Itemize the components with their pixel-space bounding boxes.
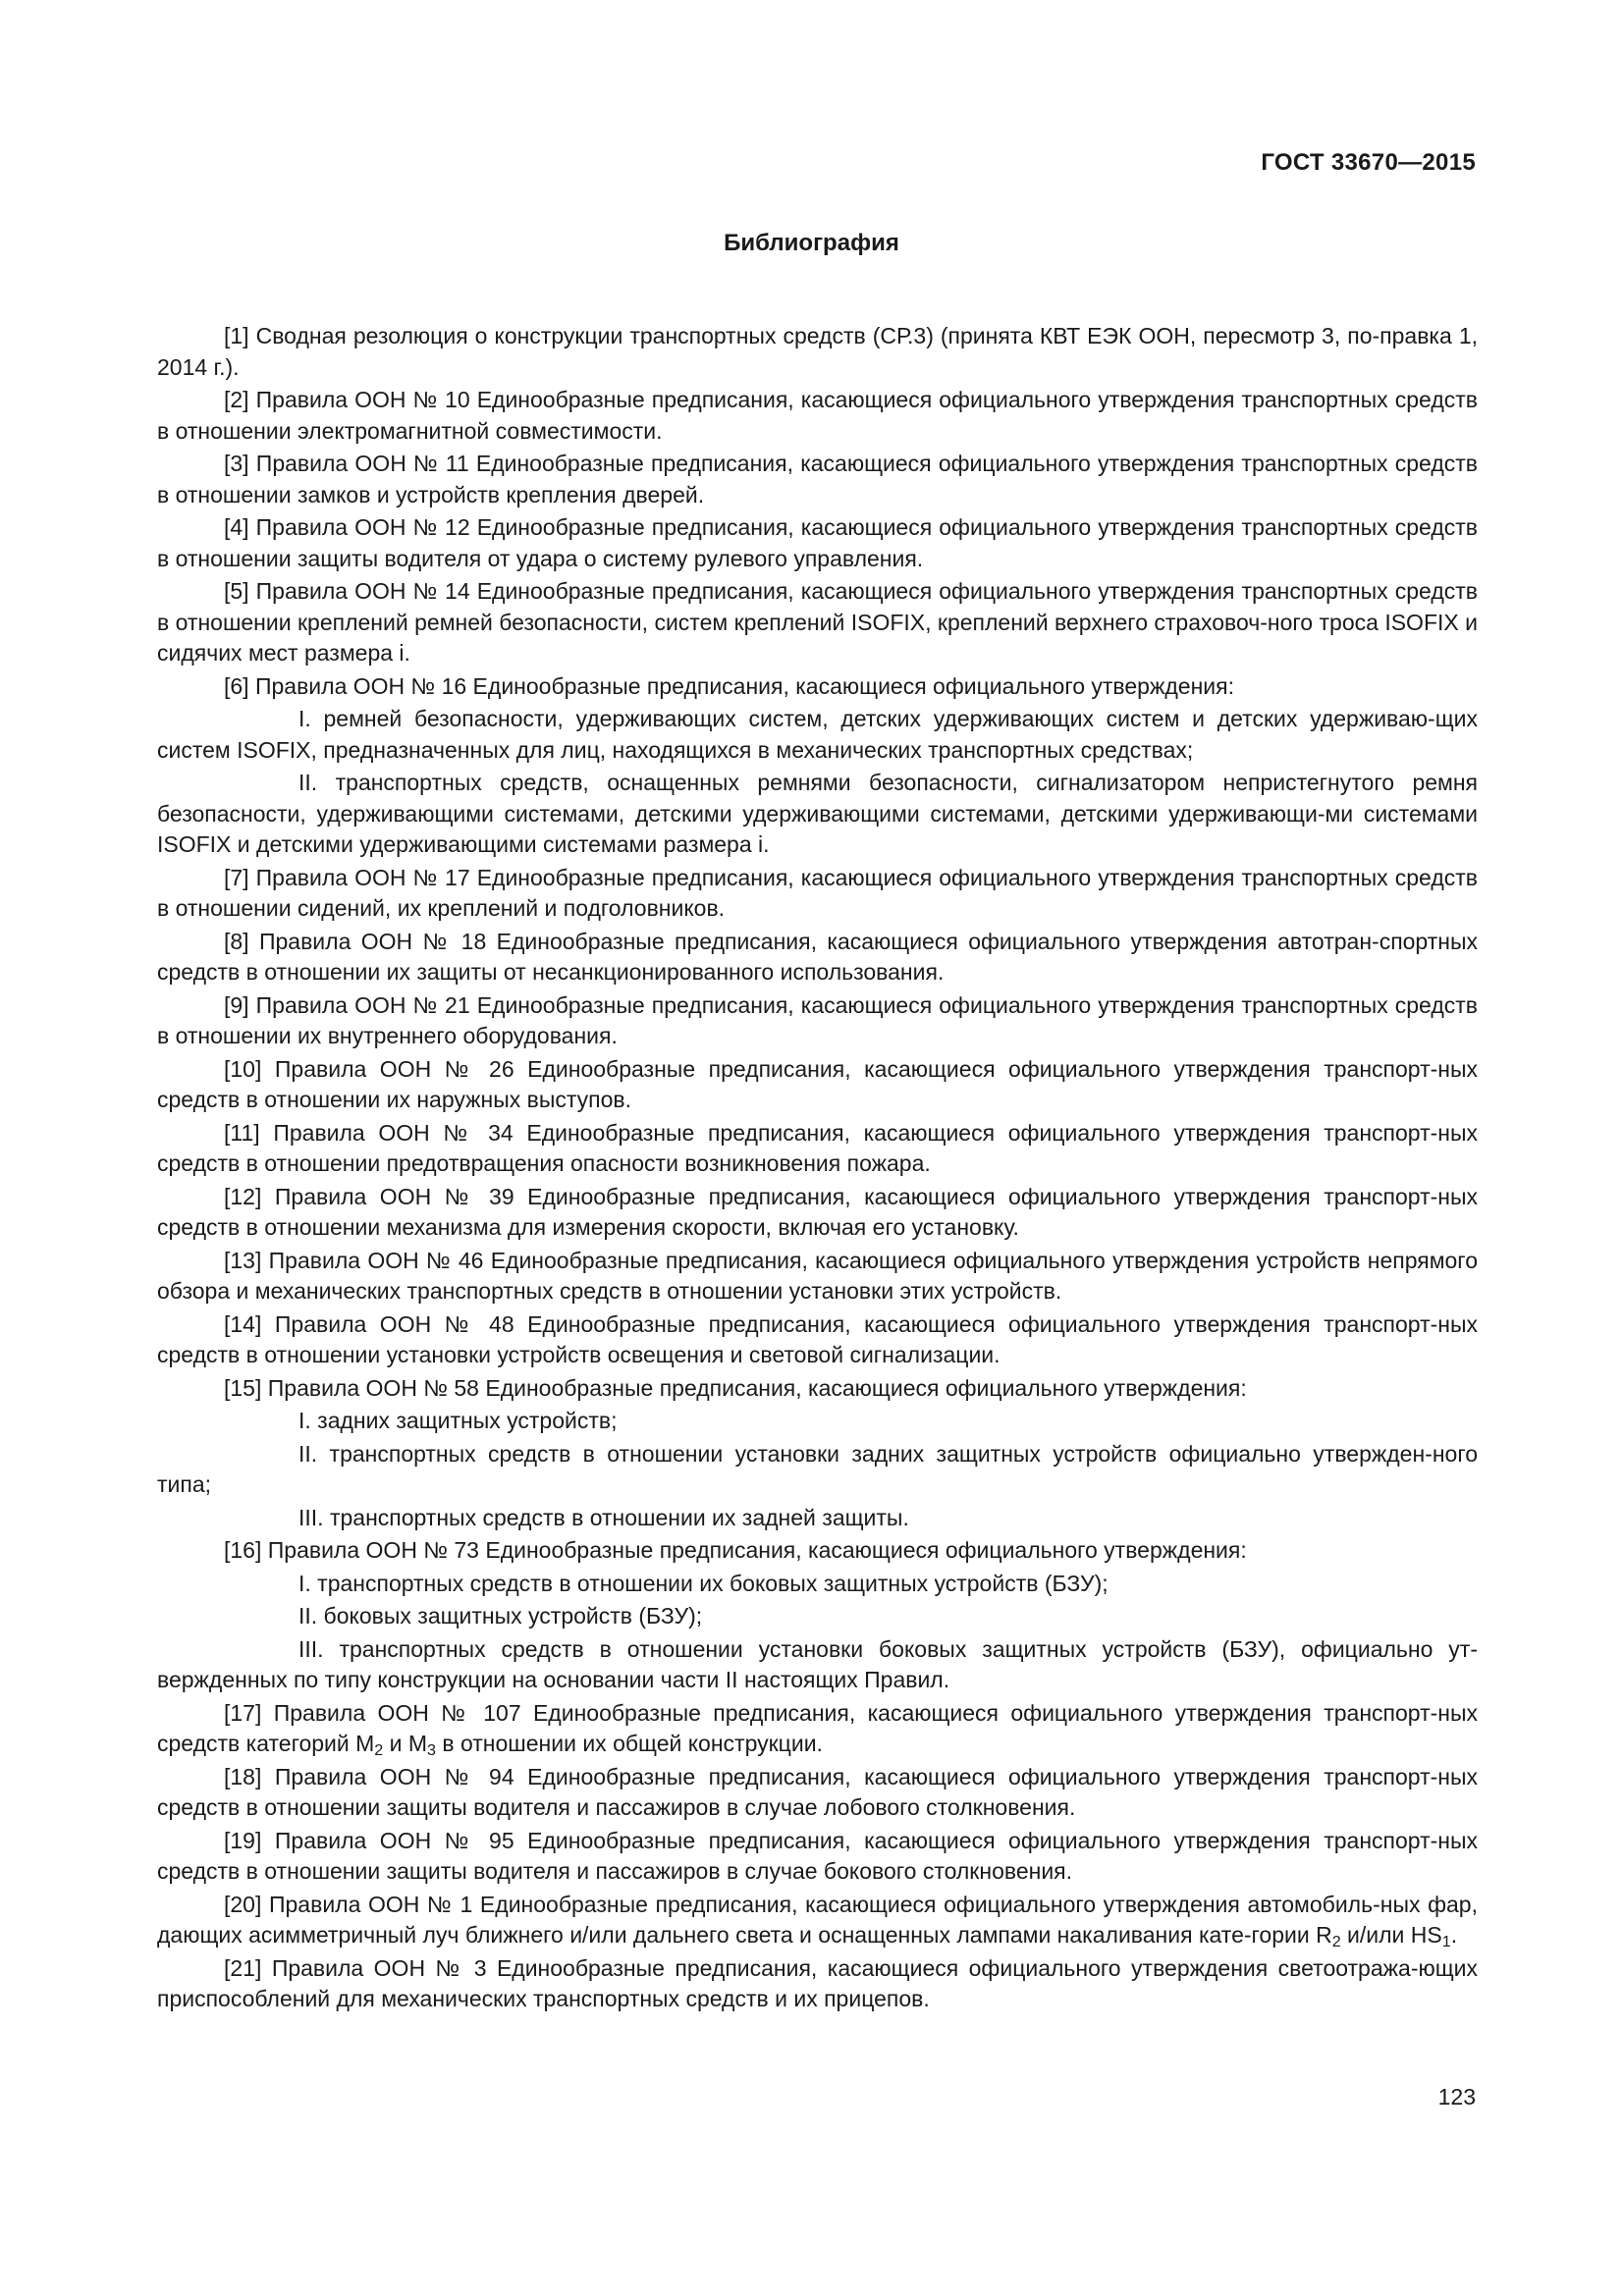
bibliography-entry-17: [17] Правила ООН № 107 Единообразные предписания, касающиеся официального утверждения транспорт-ных средств категорий $M_2$ и $M_3$ в отношении их общей конструкции. [157,1699,1478,1759]
bibliography-subitem: II. боковых защитных устройств (БЗУ); [298,1603,703,1629]
bibliography-entry: [16] Правила ООН № 73 Единообразные предписания, касающиеся официального утверждения: [224,1537,1247,1563]
bibliography-entry: [7] Правила ООН № 17 Единообразные предписания, касающиеся официального утверждения транспортных средств в отношении сидений, их креплений и подголовников. [157,864,1478,921]
bibliography-entry: [15] Правила ООН № 58 Единообразные предписания, касающиеся официального утверждения: [224,1374,1247,1401]
bibliography-entry: [1] Сводная резолюция о конструкции транспортных средств (СР.3) (принята КВТ ЕЭК ООН, пересмотр 3, по-правка 1, 2014 г.). [157,323,1478,380]
bibliography-subitem: II. транспортных средств в отношении установки задних защитных устройств официально утвержден-ного типа; [157,1440,1478,1497]
bibliography-entry: [10] Правила ООН № 26 Единообразные предписания, касающиеся официального утверждения транспорт-ных средств в отношении их наружных выступов. [157,1055,1478,1112]
subscript: 2 [374,1741,384,1759]
entries-group-a [157,321,1478,1696]
page-number: 123 [1437,2084,1476,2109]
bibliography-subitem: I. задних защитных устройств; [298,1408,618,1433]
bibliography-entry: [2] Правила ООН № 10 Единообразные предписания, касающиеся официального утверждения транспортных средств в отношении электромагнитной совместимости. [157,387,1478,444]
bibliography-entry: [13] Правила ООН № 46 Единообразные предписания, касающиеся официального утверждения устройств непрямого обзора и механических транспортных средств в отношении установки этих устройств. [157,1247,1478,1304]
subscript: 2 [1331,1933,1341,1950]
entries-group-b [157,1762,1478,1888]
bibliography-entry: [8] Правила ООН № 18 Единообразные предписания, касающиеся официального утверждения автотран-спортных средств в отношении их защиты от несанкционированного использования. [157,928,1478,985]
bibliography-entry: [5] Правила ООН № 14 Единообразные предписания, касающиеся официального утверждения транспортных средств в отношении креплений ремней безопасности, систем креплений ISOFIX, креплений верхнего страховоч-ного троса ISOFIX и сидячих мест размера i. [157,578,1478,666]
bibliography-subitem: I. транспортных средств в отношении их боковых защитных устройств (БЗУ); [298,1570,1109,1596]
bibliography-entry: [3] Правила ООН № 11 Единообразные предписания, касающиеся официального утверждения транспортных средств в отношении замков и устройств крепления дверей. [157,451,1478,507]
bibliography-entry-21: [21] Правила ООН № 3 Единообразные предписания, касающиеся официального утверждения светоотража-ющих приспособлений для механических транспортных средств и их прицепов. [157,1954,1478,2011]
bibliography-entry: [9] Правила ООН № 21 Единообразные предписания, касающиеся официального утверждения транспортных средств в отношении их внутреннего оборудования. [157,991,1478,1048]
bibliography-subitem: II. транспортных средств, оснащенных ремнями безопасности, сигнализатором непристегнутого ремня безопасности, удерживающими системами, детскими удерживающими системами, детскими удерживающи-ми системами ISOFIX и детскими удерживающими системами размера i. [157,770,1478,857]
bibliography-entry: [14] Правила ООН № 48 Единообразные предписания, касающиеся официального утверждения транспорт-ных средств в отношении установки устройств освещения и световой сигнализации. [157,1310,1478,1367]
bibliography-list [157,321,1478,2017]
bibliography-entry-20: [20] Правила ООН № 1 Единообразные предписания, касающиеся официального утверждения автомобиль-ных фар, дающих асимметричный луч ближнего и/или дальнего света и оснащенных лампами накаливания кате-гории $R_2$ и/или $HS_1$. [157,1891,1478,1950]
bibliography-subitem: III. транспортных средств в отношении их задней защиты. [298,1504,909,1530]
page-title: Библиография [724,230,899,256]
bibliography-entry: [19] Правила ООН № 95 Единообразные предписания, касающиеся официального утверждения транспорт-ных средств в отношении защиты водителя и пассажиров в случае бокового столкновения. [157,1827,1478,1884]
subscript: 1 [1441,1933,1451,1950]
bibliography-entry: [4] Правила ООН № 12 Единообразные предписания, касающиеся официального утверждения транспортных средств в отношении защиты водителя от удара о систему рулевого управления. [157,514,1478,571]
bibliography-entry: [18] Правила ООН № 94 Единообразные предписания, касающиеся официального утверждения транспорт-ных средств в отношении защиты водителя и пассажиров в случае лобового столкновения. [157,1763,1478,1820]
standard-code: ГОСТ 33670—2015 [1261,149,1476,176]
bibliography-subitem: I. ремней безопасности, удерживающих систем, детских удерживающих систем и детских удерживаю-щих систем ISOFIX, предназначенных для лиц, находящихся в механических транспортных средствах; [157,706,1478,763]
bibliography-subitem: III. транспортных средств в отношении установки боковых защитных устройств (БЗУ), официально ут-вержденных по типу конструкции на основании части II настоящих Правил. [157,1635,1478,1692]
bibliography-entry: [6] Правила ООН № 16 Единообразные предписания, касающиеся официального утверждения: [224,672,1234,699]
bibliography-entry: [12] Правила ООН № 39 Единообразные предписания, касающиеся официального утверждения транспорт-ных средств в отношении механизма для измерения скорости, включая его установку. [157,1183,1478,1240]
subscript: 3 [427,1741,436,1759]
bibliography-entry: [11] Правила ООН № 34 Единообразные предписания, касающиеся официального утверждения транспорт-ных средств в отношении предотвращения опасности возникновения пожара. [157,1119,1478,1176]
